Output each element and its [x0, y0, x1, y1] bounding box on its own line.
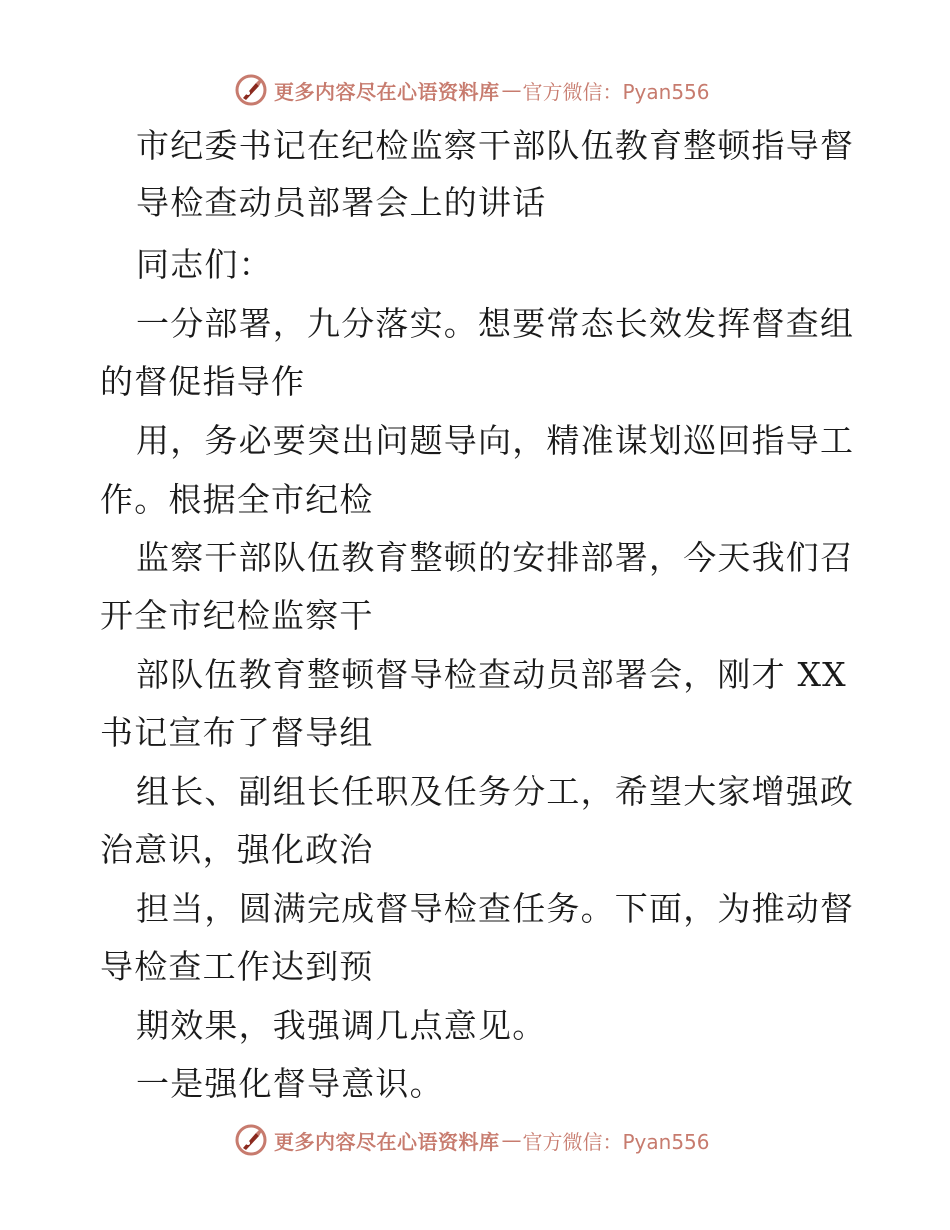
pen-circle-logo-icon	[234, 73, 268, 107]
paragraph-line: 一分部署，九分落实。想要常态长效发挥督查组	[136, 304, 855, 343]
paragraph-line: 期效果，我强调几点意见。	[136, 1006, 547, 1045]
header-watermark	[234, 72, 710, 108]
paragraph-line: 作。根据全市纪检	[100, 480, 374, 519]
paragraph-line: 监察干部队伍教育整顿的安排部署，今天我们召	[136, 538, 855, 577]
paragraph-line: 用，务必要突出问题导向，精准谋划巡回指导工	[136, 421, 855, 460]
document-title-line: 市纪委书记在纪检监察干部队伍教育整顿指导督	[136, 126, 855, 165]
watermark-separator: —	[501, 1128, 519, 1152]
watermark-main-text: 更多内容尽在心语资料库	[274, 1129, 500, 1154]
footer-watermark	[234, 1122, 710, 1158]
paragraph-line: 开全市纪检监察干	[100, 596, 374, 635]
paragraph-line: 的督促指导作	[100, 362, 306, 401]
paragraph-line: 部队伍教育整顿督导检查动员部署会，刚才 XX	[136, 655, 847, 694]
watermark-wechat-text: 官方微信：Pyan556	[522, 1129, 710, 1154]
paragraph-line: 担当，圆满完成督导检查任务。下面，为推动督	[136, 889, 855, 928]
paragraph-line: 导检查工作达到预	[100, 947, 374, 986]
paragraph-line: 书记宣布了督导组	[100, 713, 374, 752]
section-heading: 一是强化督导意识。	[136, 1064, 444, 1103]
paragraph-line: 组长、副组长任职及任务分工，希望大家增强政	[136, 772, 855, 811]
watermark-wechat-text: 官方微信：Pyan556	[522, 79, 710, 104]
watermark-main-text: 更多内容尽在心语资料库	[274, 79, 500, 104]
document-title-line: 导检查动员部署会上的讲话	[136, 183, 547, 222]
salutation: 同志们：	[136, 245, 273, 284]
watermark-separator: —	[501, 78, 519, 102]
paragraph-line: 治意识，强化政治	[100, 830, 374, 869]
pen-circle-logo-icon	[234, 1123, 268, 1157]
